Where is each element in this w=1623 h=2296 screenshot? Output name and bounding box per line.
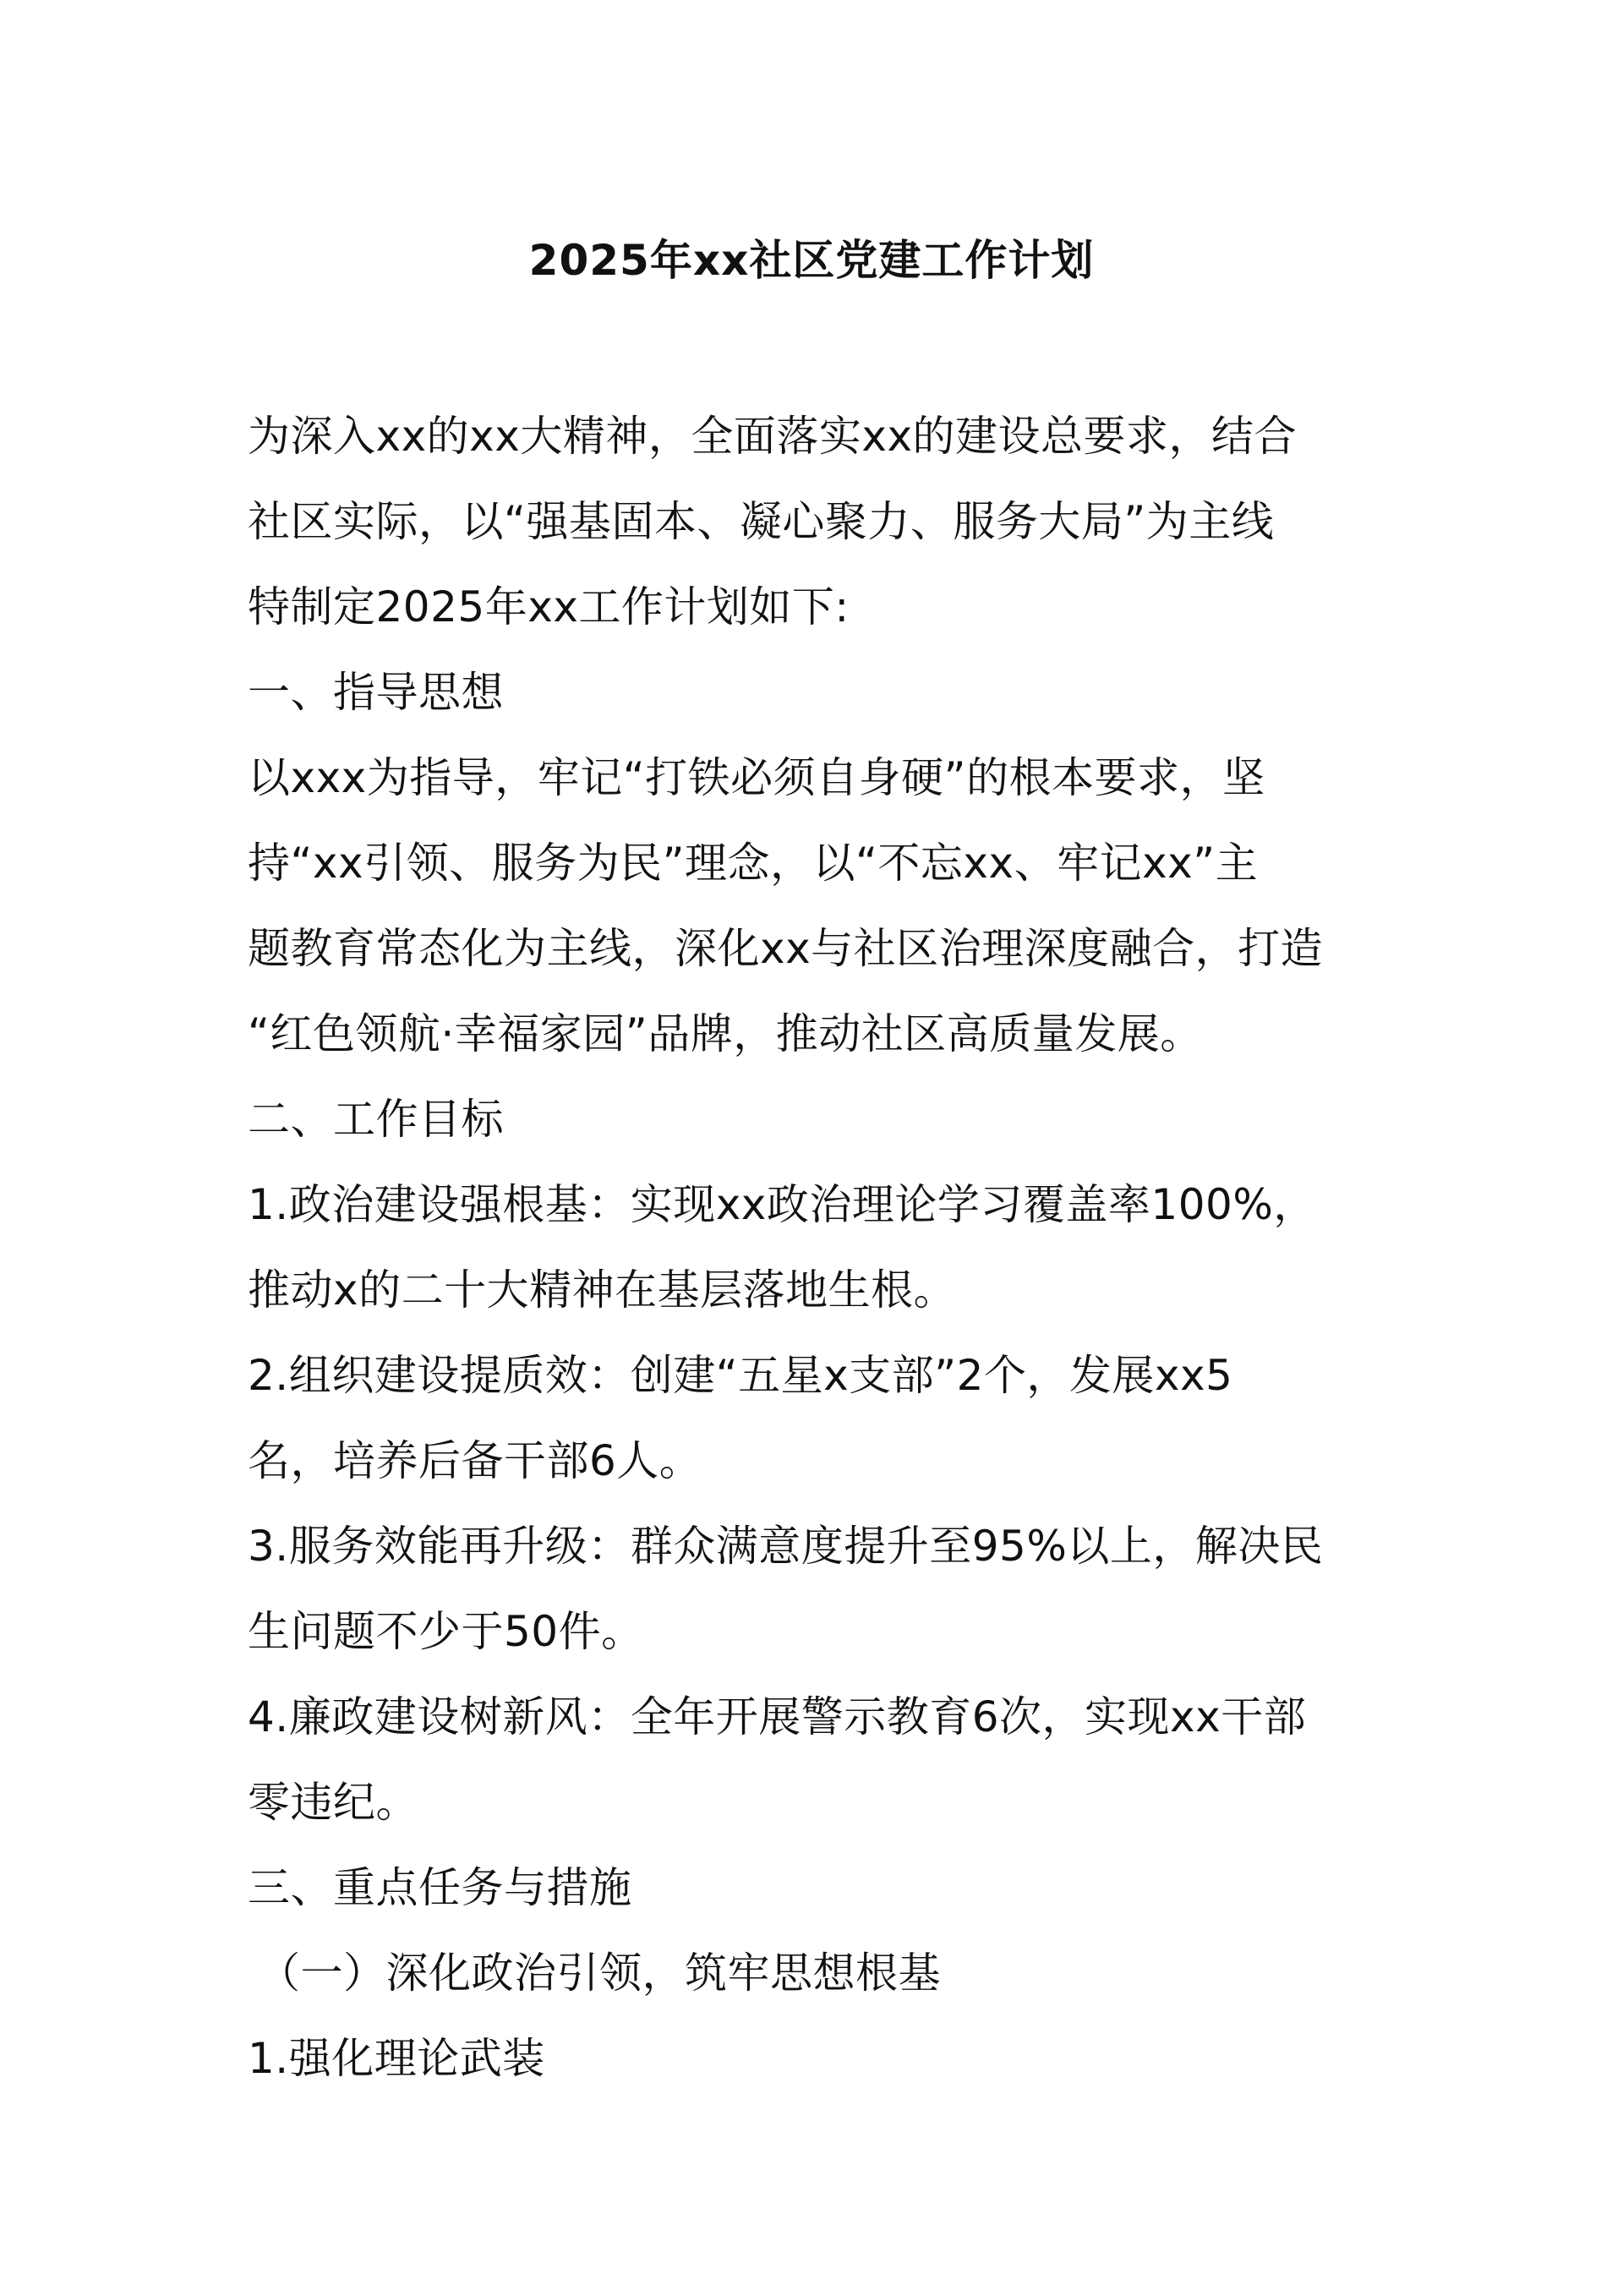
document-title: 2025年xx社区党建工作计划	[528, 236, 1095, 285]
section-heading-work-goals: 二、工作目标	[248, 1095, 504, 1144]
goal-3-line-2: 生问题不少于50件。	[248, 1607, 644, 1656]
goal-4-line-1: 4.廉政建设树新风：全年开展警示教育6次，实现xx干部	[248, 1692, 1307, 1741]
paragraph-intro-line-3: 特制定2025年xx工作计划如下:	[248, 582, 850, 631]
section-heading-guiding-ideology: 一、指导思想	[248, 668, 504, 717]
goal-4-line-2: 零违纪。	[248, 1778, 418, 1827]
paragraph-ideology-line-1: 以xxx为指导，牢记“打铁必须自身硬”的根本要求，坚	[248, 753, 1265, 802]
section-heading-key-tasks: 三、重点任务与措施	[248, 1863, 632, 1912]
goal-2-line-1: 2.组织建设提质效：创建“五星x支部”2个，发展xx5	[248, 1351, 1233, 1400]
goal-1-line-2: 推动x的二十大精神在基层落地生根。	[248, 1266, 957, 1315]
goal-1-line-1: 1.政治建设强根基：实现xx政治理论学习覆盖率100%，	[248, 1180, 1316, 1229]
paragraph-intro-line-1: 为深入xx的xx大精神，全面落实xx的建设总要求，结合	[248, 412, 1298, 461]
paragraph-ideology-line-3: 题教育常态化为主线，深化xx与社区治理深度融合，打造	[248, 924, 1324, 973]
paragraph-ideology-line-4: “红色领航·幸福家园”品牌，推动社区高质量发展。	[248, 1009, 1203, 1058]
subsection-heading-political-guidance: （一）深化政治引领，筑牢思想根基	[258, 1949, 941, 1998]
document-body	[248, 394, 1407, 2102]
item-heading-theory-arming: 1.强化理论武装	[248, 2034, 545, 2083]
goal-3-line-1: 3.服务效能再升级：群众满意度提升至95%以上，解决民	[248, 1522, 1324, 1571]
goal-2-line-2: 名，培养后备干部6人。	[248, 1436, 702, 1485]
paragraph-ideology-line-2: 持“xx引领、服务为民”理念，以“不忘xx、牢记xx”主	[248, 839, 1259, 888]
paragraph-intro-line-2: 社区实际，以“强基固本、凝心聚力、服务大局”为主线	[248, 497, 1275, 546]
